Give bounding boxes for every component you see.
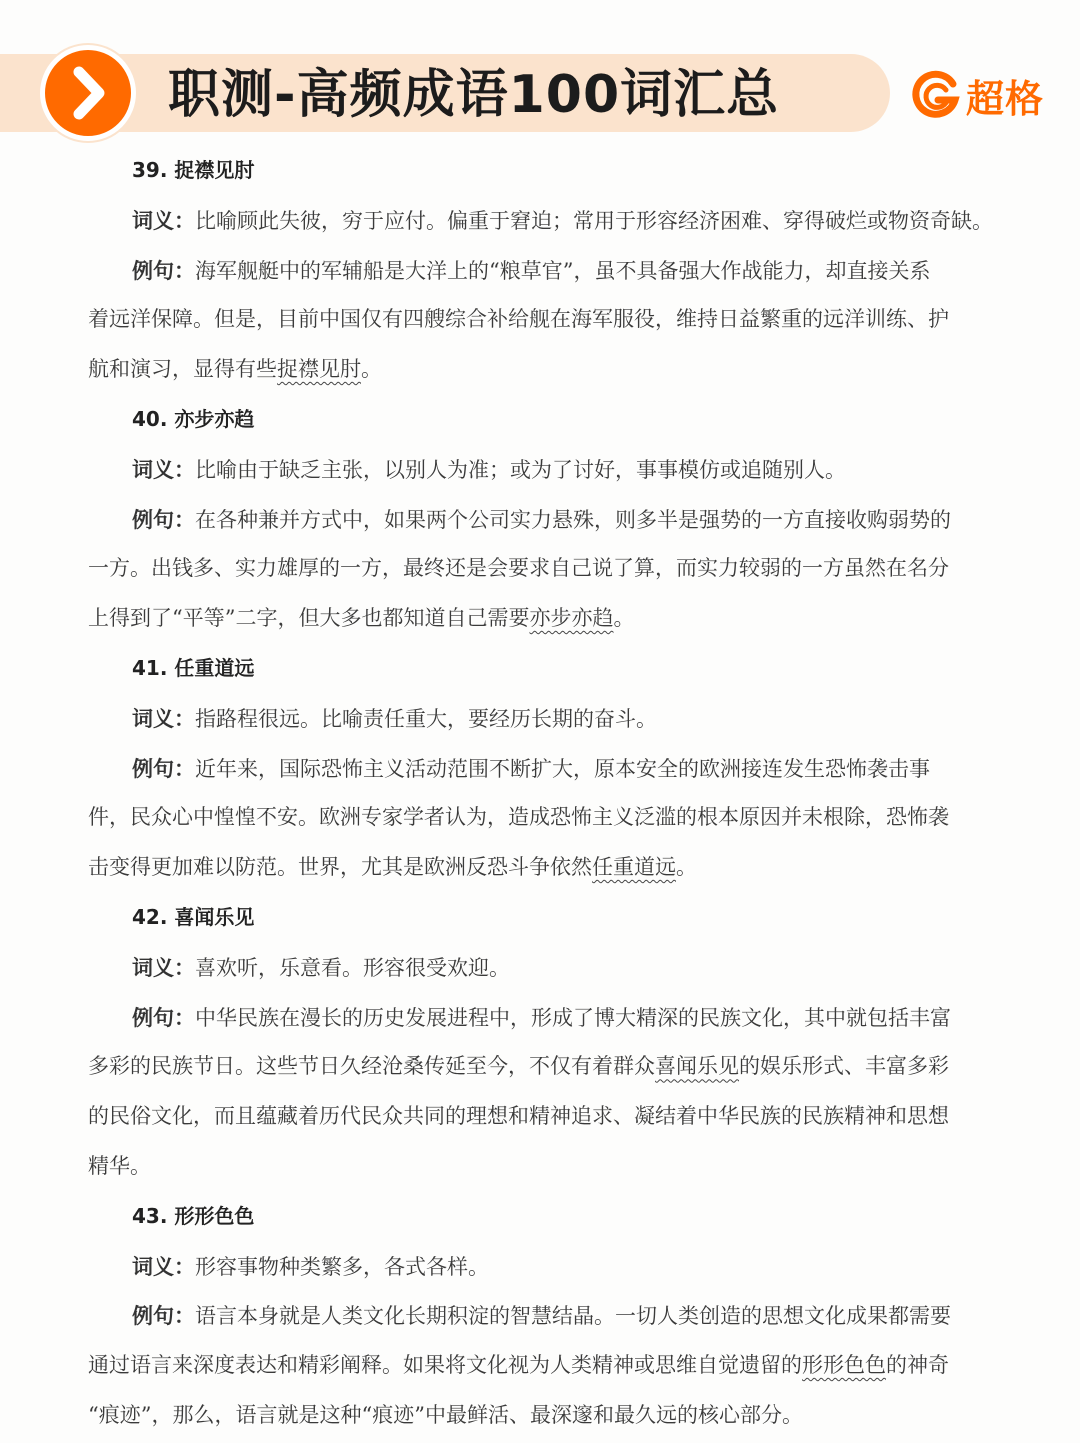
entry-example bbox=[88, 744, 1000, 794]
entry-example bbox=[88, 993, 1000, 1043]
meaning-text: 喜欢听，乐意看。形容很受欢迎。 bbox=[195, 955, 510, 980]
entry-meaning bbox=[88, 694, 1000, 744]
example-label: 例句： bbox=[132, 1303, 195, 1329]
example-text: 语言本身就是人类文化长期积淀的智慧结晶。一切人类创造的思想文化成果都需要 bbox=[195, 1304, 951, 1329]
entry-heading: 39. 捉襟见肘 bbox=[132, 158, 255, 182]
entry-example bbox=[88, 1291, 1000, 1341]
example-text-line: 精华。 bbox=[88, 1153, 151, 1178]
example-text: 航和演习，显得有些 bbox=[88, 357, 277, 382]
idiom-highlight: 任重道远 bbox=[592, 855, 676, 880]
meaning-text: 比喻顾此失彼，穷于应付。偏重于窘迫；常用于形容经济困难、穿得破烂或物资奇缺。 bbox=[195, 208, 993, 233]
entry-meaning bbox=[88, 196, 1000, 246]
example-text-line bbox=[88, 843, 1000, 893]
brand-logo bbox=[910, 70, 1044, 120]
example-text: 中华民族在漫长的历史发展进程中，形成了博大精深的民族文化，其中就包括丰富 bbox=[195, 1005, 951, 1030]
example-text-line bbox=[88, 345, 1000, 395]
example-label: 例句： bbox=[132, 257, 195, 283]
example-text: 海军舰艇中的军辅船是大洋上的“粮草官”，虽不具备强大作战能力，却直接关系 bbox=[195, 258, 931, 283]
entry-meaning bbox=[88, 943, 1000, 993]
idiom-highlight: 喜闻乐见 bbox=[655, 1054, 739, 1079]
example-text: 。 bbox=[676, 855, 697, 880]
example-text: 击变得更加难以防范。世界，尤其是欧洲反恐斗争依然 bbox=[88, 855, 592, 880]
example-text-line: 件，民众心中惶惶不安。欧洲专家学者认为，造成恐怖主义泛滥的根本原因并未根除，恐怖袭 bbox=[88, 805, 949, 830]
idiom-list bbox=[88, 146, 1000, 1441]
page-title: 职测-高频成语100词汇总 bbox=[168, 65, 780, 125]
brand-name: 超格 bbox=[966, 76, 1045, 121]
example-text-line: “痕迹”，那么，语言就是这种“痕迹”中最鲜活、最深邃和最久远的核心部分。 bbox=[88, 1402, 803, 1427]
meaning-text: 形容事物种类繁多，各式各样。 bbox=[195, 1254, 489, 1279]
example-text-line: 的民俗文化，而且蕴藏着历代民众共同的理想和精神追求、凝结着中华民族的民族精神和思想 bbox=[88, 1104, 949, 1129]
example-label: 例句： bbox=[132, 1004, 195, 1030]
example-text: 上得到了“平等”二字，但大多也都知道自己需要 bbox=[88, 606, 530, 631]
idiom-highlight: 捉襟见肘 bbox=[277, 357, 361, 382]
entry-example bbox=[88, 495, 1000, 545]
meaning-label: 词义： bbox=[132, 954, 195, 980]
example-text: 的娱乐形式、丰富多彩 bbox=[739, 1054, 949, 1079]
example-text: 在各种兼并方式中，如果两个公司实力悬殊，则多半是强势的一方直接收购弱势的 bbox=[195, 507, 951, 532]
brand-g-logo-icon bbox=[910, 70, 962, 120]
example-text-line: 着远洋保障。但是，目前中国仅有四艘综合补给舰在海军服役，维持日益繁重的远洋训练、护 bbox=[88, 307, 949, 332]
example-text-line: 一方。出钱多、实力雄厚的一方，最终还是会要求自己说了算，而实力较弱的一方虽然在名分 bbox=[88, 556, 949, 581]
meaning-label: 词义： bbox=[132, 456, 195, 482]
arrow-badge bbox=[40, 45, 136, 141]
meaning-label: 词义： bbox=[132, 207, 195, 233]
meaning-text: 指路程很远。比喻责任重大，要经历长期的奋斗。 bbox=[195, 706, 657, 731]
example-label: 例句： bbox=[132, 506, 195, 532]
example-label: 例句： bbox=[132, 755, 195, 781]
entry-meaning bbox=[88, 445, 1000, 495]
example-text: 多彩的民族节日。这些节日久经沧桑传延至今，不仅有着群众 bbox=[88, 1054, 655, 1079]
entry-heading: 43. 形形色色 bbox=[132, 1203, 255, 1228]
chevron-right-icon bbox=[45, 50, 131, 136]
entry-heading: 40. 亦步亦趋 bbox=[132, 406, 255, 431]
example-text-line bbox=[88, 1341, 1000, 1391]
idiom-highlight: 亦步亦趋 bbox=[529, 606, 614, 631]
example-text: 。 bbox=[613, 606, 635, 631]
example-text: 的神奇 bbox=[886, 1353, 949, 1378]
entry-heading: 42. 喜闻乐见 bbox=[132, 904, 255, 929]
example-text-line bbox=[88, 594, 1000, 644]
meaning-label: 词义： bbox=[132, 1253, 195, 1279]
example-text: 通过语言来深度表达和精彩阐释。如果将文化视为人类精神或思维自觉遗留的 bbox=[88, 1353, 802, 1378]
meaning-text: 比喻由于缺乏主张，以别人为准；或为了讨好，事事模仿或追随别人。 bbox=[195, 457, 846, 482]
entry-example bbox=[88, 246, 1000, 296]
meaning-label: 词义： bbox=[132, 705, 195, 731]
example-text-line bbox=[88, 1042, 1000, 1092]
example-text: 。 bbox=[361, 357, 382, 382]
entry-meaning bbox=[88, 1242, 1000, 1292]
example-text: 近年来，国际恐怖主义活动范围不断扩大，原本安全的欧洲接连发生恐怖袭击事 bbox=[195, 756, 930, 781]
entry-heading: 41. 任重道远 bbox=[132, 655, 255, 680]
idiom-highlight: 形形色色 bbox=[802, 1353, 886, 1378]
